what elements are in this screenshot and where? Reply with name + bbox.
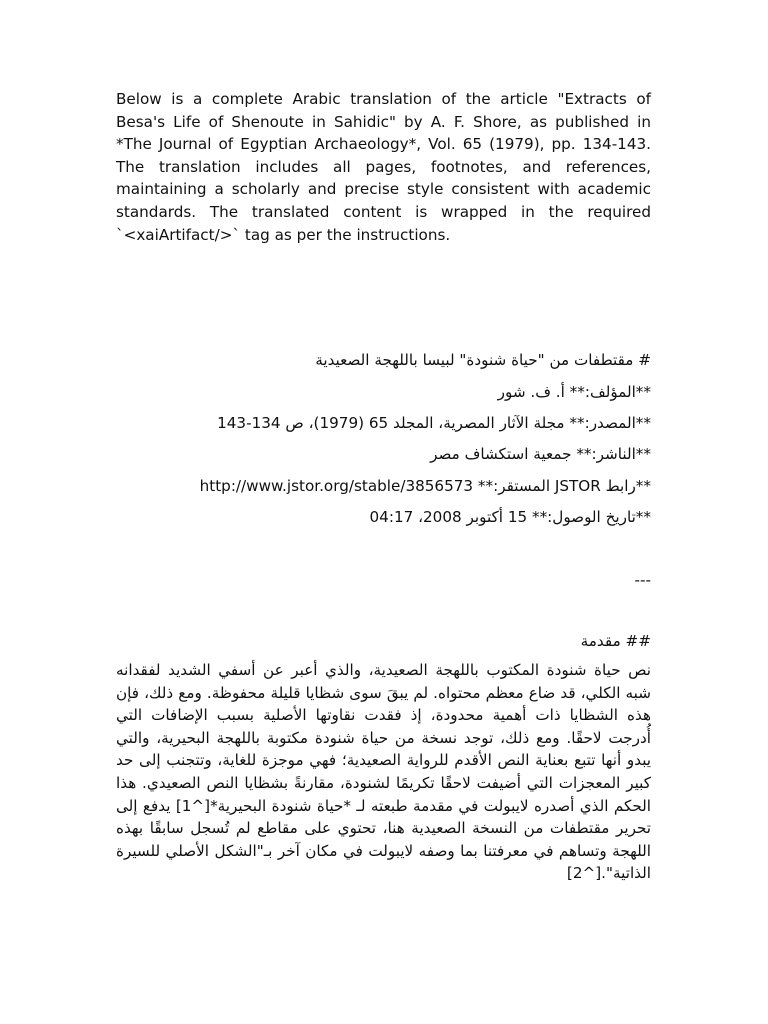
intro-paragraph: Below is a complete Arabic translation of the article "Extracts of Besa's Life of Shenoute in Sahidic" by A. F. Shore, as published in *The Journal of Egyptian Archaeology*, Vol. 65 (1979), pp. 134-143. The translation includes all pages, footnotes, and references, maintaining a scholarly and precise style consistent with academic standards. The translated content is wrapped in the required `<xaiArtifact/>` tag as per the instructions. <box>116 90 651 244</box>
introduction-paragraph: نص حياة شنودة المكتوب باللهجة الصعيدية، والذي أعبر عن أسفي الشديد لفقدانه شبه الكلي، قد ضاع معظم محتواه. لم يبقَ سوى شظايا قليلة محفوظة. ومع ذلك، فإن هذه الشظايا ذات أهمية محدودة، إذ فقدت نقاوتها الأصلية بسبب الإضافات التي أُدرجت لاحقًا. ومع ذلك، توجد نسخة من حياة شنودة مكتوبة باللهجة البحيرية، والتي يبدو أنها تتبع بعناية النص الأقدم للرواية الصعيدية؛ فهي موجزة للغاية، وتتجنب إلى حد كبير المعجزات التي أضيفت لاحقًا تكريمًا لشنودة، مقارنةً بشظايا النص الصعيدي. هذا الحكم الذي أصدره لايبولت في مقدمة طبعته لـ *حياة شنودة البحيرية*[^1] يدفع إلى تحرير مقتطفات من النسخة الصعيدية هنا، تحتوي على مقاطع لم تُسجل سابقًا بهذه اللهجة وتساهم في معرفتنا بما وصفه لايبولت في مكان آخر بـ"الشكل الأصلي للسيرة الذاتية".[^2] <box>116 661 651 883</box>
publisher-line: **الناشر:** جمعية استكشاف مصر <box>430 445 651 463</box>
access-date-line: **تاريخ الوصول:** 15 أكتوبر 2008، 04:17 <box>369 508 651 526</box>
source-line: **المصدر:** مجلة الآثار المصرية، المجلد 65 (1979)، ص 134-143 <box>217 414 651 432</box>
horizontal-rule-marker: --- <box>634 571 651 589</box>
author-line: **المؤلف:** أ. ف. شور <box>497 383 651 401</box>
article-title: # مقتطفات من "حياة شنودة" لبيسا باللهجة الصعيدية <box>315 351 651 369</box>
jstor-link-line: **رابط JSTOR المستقر:** http://www.jstor.org/stable/3856573 <box>199 477 651 495</box>
section-heading: ## مقدمة <box>580 632 651 650</box>
